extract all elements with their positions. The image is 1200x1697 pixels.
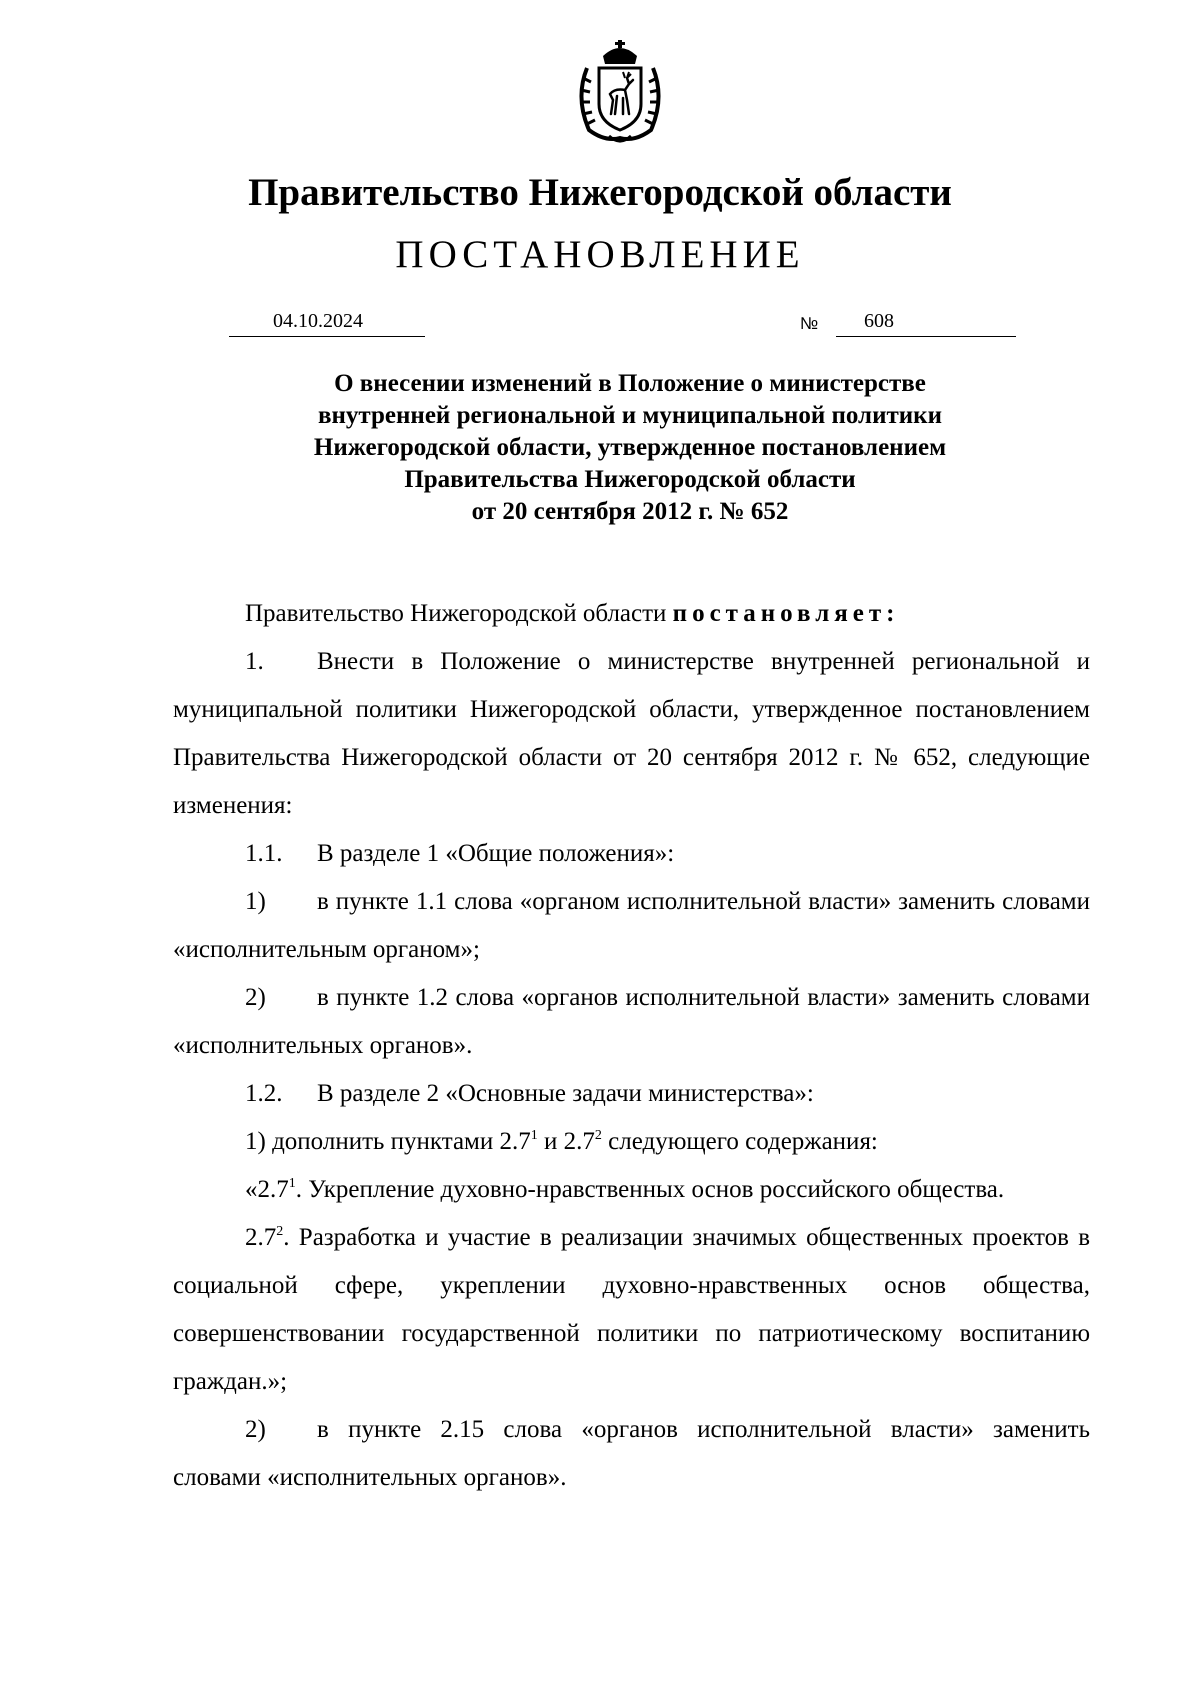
text-part: следующего содержания: xyxy=(601,1128,878,1155)
paragraph-2-7-1 xyxy=(173,1166,1090,1214)
number-sign: № xyxy=(800,314,819,333)
paragraph-1-1-2 xyxy=(173,974,1090,1070)
paragraph-1-1 xyxy=(173,830,1090,878)
superscript: 1 xyxy=(530,1128,538,1143)
document-number-field xyxy=(836,306,1016,337)
document-body xyxy=(173,590,1090,1502)
text-part: 1) дополнить пунктами 2.7 xyxy=(245,1128,531,1155)
paragraph-text: в пункте 1.1 слова «органом исполнительной власти» заменить словами «исполнительным органом»; xyxy=(173,888,1090,963)
subject-line: внутренней региональной и муниципальной политики xyxy=(318,402,942,429)
paragraph-2-7-2 xyxy=(173,1214,1090,1406)
government-title: Правительство Нижегородской области xyxy=(248,171,952,214)
document-date: 04.10.2024 xyxy=(273,310,363,332)
paragraph-1 xyxy=(173,638,1090,830)
paragraph-text: В разделе 2 «Основные задачи министерства»: xyxy=(317,1080,814,1107)
subject-line: Правительства Нижегородской области xyxy=(404,466,856,493)
paragraph-text: В разделе 1 «Общие положения»: xyxy=(317,840,675,867)
paragraph-text: Внести в Положение о министерстве внутренней региональной и муниципальной политики Нижегородской области, утвержденное постановлением Правительства Нижегородской области от 20 сентября 2012 г. № 652, следующие изменения: xyxy=(173,648,1090,819)
text-part: и 2.7 xyxy=(537,1128,595,1155)
item-number: 1. xyxy=(245,648,264,675)
paragraph-1-2 xyxy=(173,1070,1090,1118)
item-number: 1.2. xyxy=(245,1080,283,1107)
document-subject xyxy=(200,368,1060,528)
paragraph-1-2-2 xyxy=(173,1406,1090,1502)
superscript: 2 xyxy=(276,1224,284,1239)
item-number: 2) xyxy=(245,1416,266,1443)
item-number: 1) xyxy=(245,888,266,915)
intro-paragraph xyxy=(173,590,1090,638)
text-part: . Разработка и участие в реализации значимых общественных проектов в социальной сфере, укреплении духовно-нравственных основ общества, совершенствовании государственной политики по патриотическому воспитанию граждан.»; xyxy=(173,1224,1090,1395)
subject-line: от 20 сентября 2012 г. № 652 xyxy=(471,498,789,525)
superscript: 2 xyxy=(594,1128,602,1143)
subject-line: О внесении изменений в Положение о министерстве xyxy=(334,370,926,397)
paragraph-1-1-1 xyxy=(173,878,1090,974)
item-number: 2) xyxy=(245,984,266,1011)
superscript: 1 xyxy=(288,1176,296,1191)
item-number: 1.1. xyxy=(245,840,283,867)
subject-line: Нижегородской области, утвержденное постановлением xyxy=(313,434,947,461)
text-part: 2.7 xyxy=(245,1224,277,1251)
text-part: . Укрепление духовно-нравственных основ российского общества. xyxy=(295,1176,1005,1203)
paragraph-1-2-1 xyxy=(173,1118,1090,1166)
intro-verb: постановляет: xyxy=(672,600,900,627)
text-part: «2.7 xyxy=(245,1176,289,1203)
document-type: ПОСТАНОВЛЕНИЕ xyxy=(395,233,805,276)
paragraph-text: в пункте 1.2 слова «органов исполнительной власти» заменить словами «исполнительных органов». xyxy=(173,984,1090,1059)
coat-of-arms-emblem xyxy=(565,38,675,148)
intro-text: Правительство Нижегородской области xyxy=(245,600,667,627)
paragraph-text: в пункте 2.15 слова «органов исполнительной власти» заменить словами «исполнительных органов». xyxy=(173,1416,1090,1491)
document-number: 608 xyxy=(864,310,894,332)
document-date-field xyxy=(229,306,425,337)
